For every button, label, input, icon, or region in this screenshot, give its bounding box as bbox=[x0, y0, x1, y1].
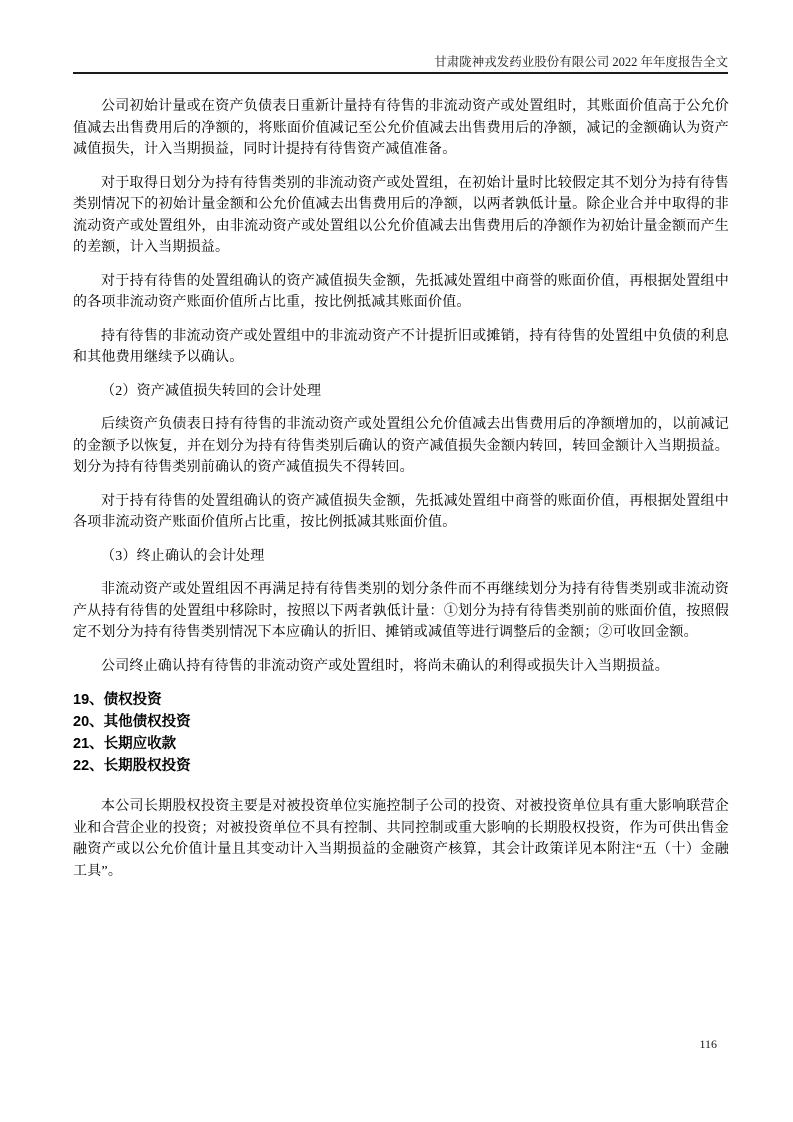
page-number: 116 bbox=[699, 1037, 717, 1051]
paragraph-long-term-equity-policy: 本公司长期股权投资主要是对被投资单位实施控制子公司的投资、对被投资单位具有重大影响联营企业和合营企业的投资；对被投资单位不具有控制、共同控制或重大影响的长期股权投资，作为可供出售金融资产或以公允价值计量且其变动计入当期损益的金融资产核算，其会计政策详见本附注“五（十）金融工具”。 bbox=[73, 799, 729, 879]
page-content bbox=[73, 96, 729, 894]
subheading-derecognition: （3）终止确认的会计处理 bbox=[101, 548, 265, 564]
report-header-title: 甘肃陇神戎发药业股份有限公司 2022 年年度报告全文 bbox=[434, 55, 728, 69]
paragraph-derecognition-gains-losses: 公司终止确认持有待售的非流动资产或处置组时，将尚未确认的利得或损失计入当期损益。 bbox=[101, 658, 669, 674]
section-heading-22-long-term-equity-investments: 22、长期股权投资 bbox=[73, 758, 191, 774]
section-heading-19-debt-investments: 19、债权投资 bbox=[73, 692, 162, 708]
paragraph-impairment-allocation: 对于持有待售的处置组确认的资产减值损失金额，先抵减处置组中商誉的账面价值，再根据处置组中的各项非流动资产账面价值所占比重，按比例抵减其账面价值。 bbox=[73, 273, 729, 310]
paragraph-impairment-allocation-2: 对于持有待售的处置组确认的资产减值损失金额，先抵减处置组中商誉的账面价值，再根据处置组中各项非流动资产账面价值所占比重，按比例抵减其账面价值。 bbox=[73, 493, 729, 530]
header-divider bbox=[73, 72, 728, 74]
paragraph-initial-measurement: 公司初始计量或在资产负债表日重新计量持有待售的非流动资产或处置组时，其账面价值高于公允价值减去出售费用后的净额的，将账面价值减记至公允价值减去出售费用后的净额，减记的金额确认为资产减值损失，计入当期损益，同时计提持有待售资产减值准备。 bbox=[73, 99, 729, 157]
subheading-impairment-reversal: （2）资产减值损失转回的会计处理 bbox=[101, 383, 322, 399]
paragraph-acquisition-date-classification: 对于取得日划分为持有待售类别的非流动资产或处置组，在初始计量时比较假定其不划分为持有待售类别情况下的初始计量金额和公允价值减去出售费用后的净额，以两者孰低计量。除企业合并中取得的非流动资产或处置组外，由非流动资产或处置组以公允价值减去出售费用后的净额作为初始计量金额而产生的差额，计入当期损益。 bbox=[73, 175, 729, 255]
paragraph-no-depreciation: 持有待售的非流动资产或处置组中的非流动资产不计提折旧或摊销，持有待售的处置组中负债的利息和其他费用继续予以确认。 bbox=[73, 328, 729, 365]
section-heading-20-other-debt-investments: 20、其他债权投资 bbox=[73, 714, 191, 730]
section-heading-21-long-term-receivables: 21、长期应收款 bbox=[73, 736, 177, 752]
paragraph-subsequent-balance-sheet: 后续资产负债表日持有待售的非流动资产或处置组公允价值减去出售费用后的净额增加的，以前减记的金额予以恢复，并在划分为持有待售类别后确认的资产减值损失金额内转回，转回金额计入当期损益。划分为持有待售类别前确认的资产减值损失不得转回。 bbox=[73, 417, 729, 475]
paragraph-reclassification-measurement: 非流动资产或处置组因不再满足持有待售类别的划分条件而不再继续划分为持有待售类别或非流动资产从持有待售的处置组中移除时，按照以下两者孰低计量：①划分为持有待售类别前的账面价值，按照假定不划分为持有待售类别情况下本应确认的折旧、摊销或减值等进行调整后的金额；②可收回金额。 bbox=[73, 582, 729, 640]
